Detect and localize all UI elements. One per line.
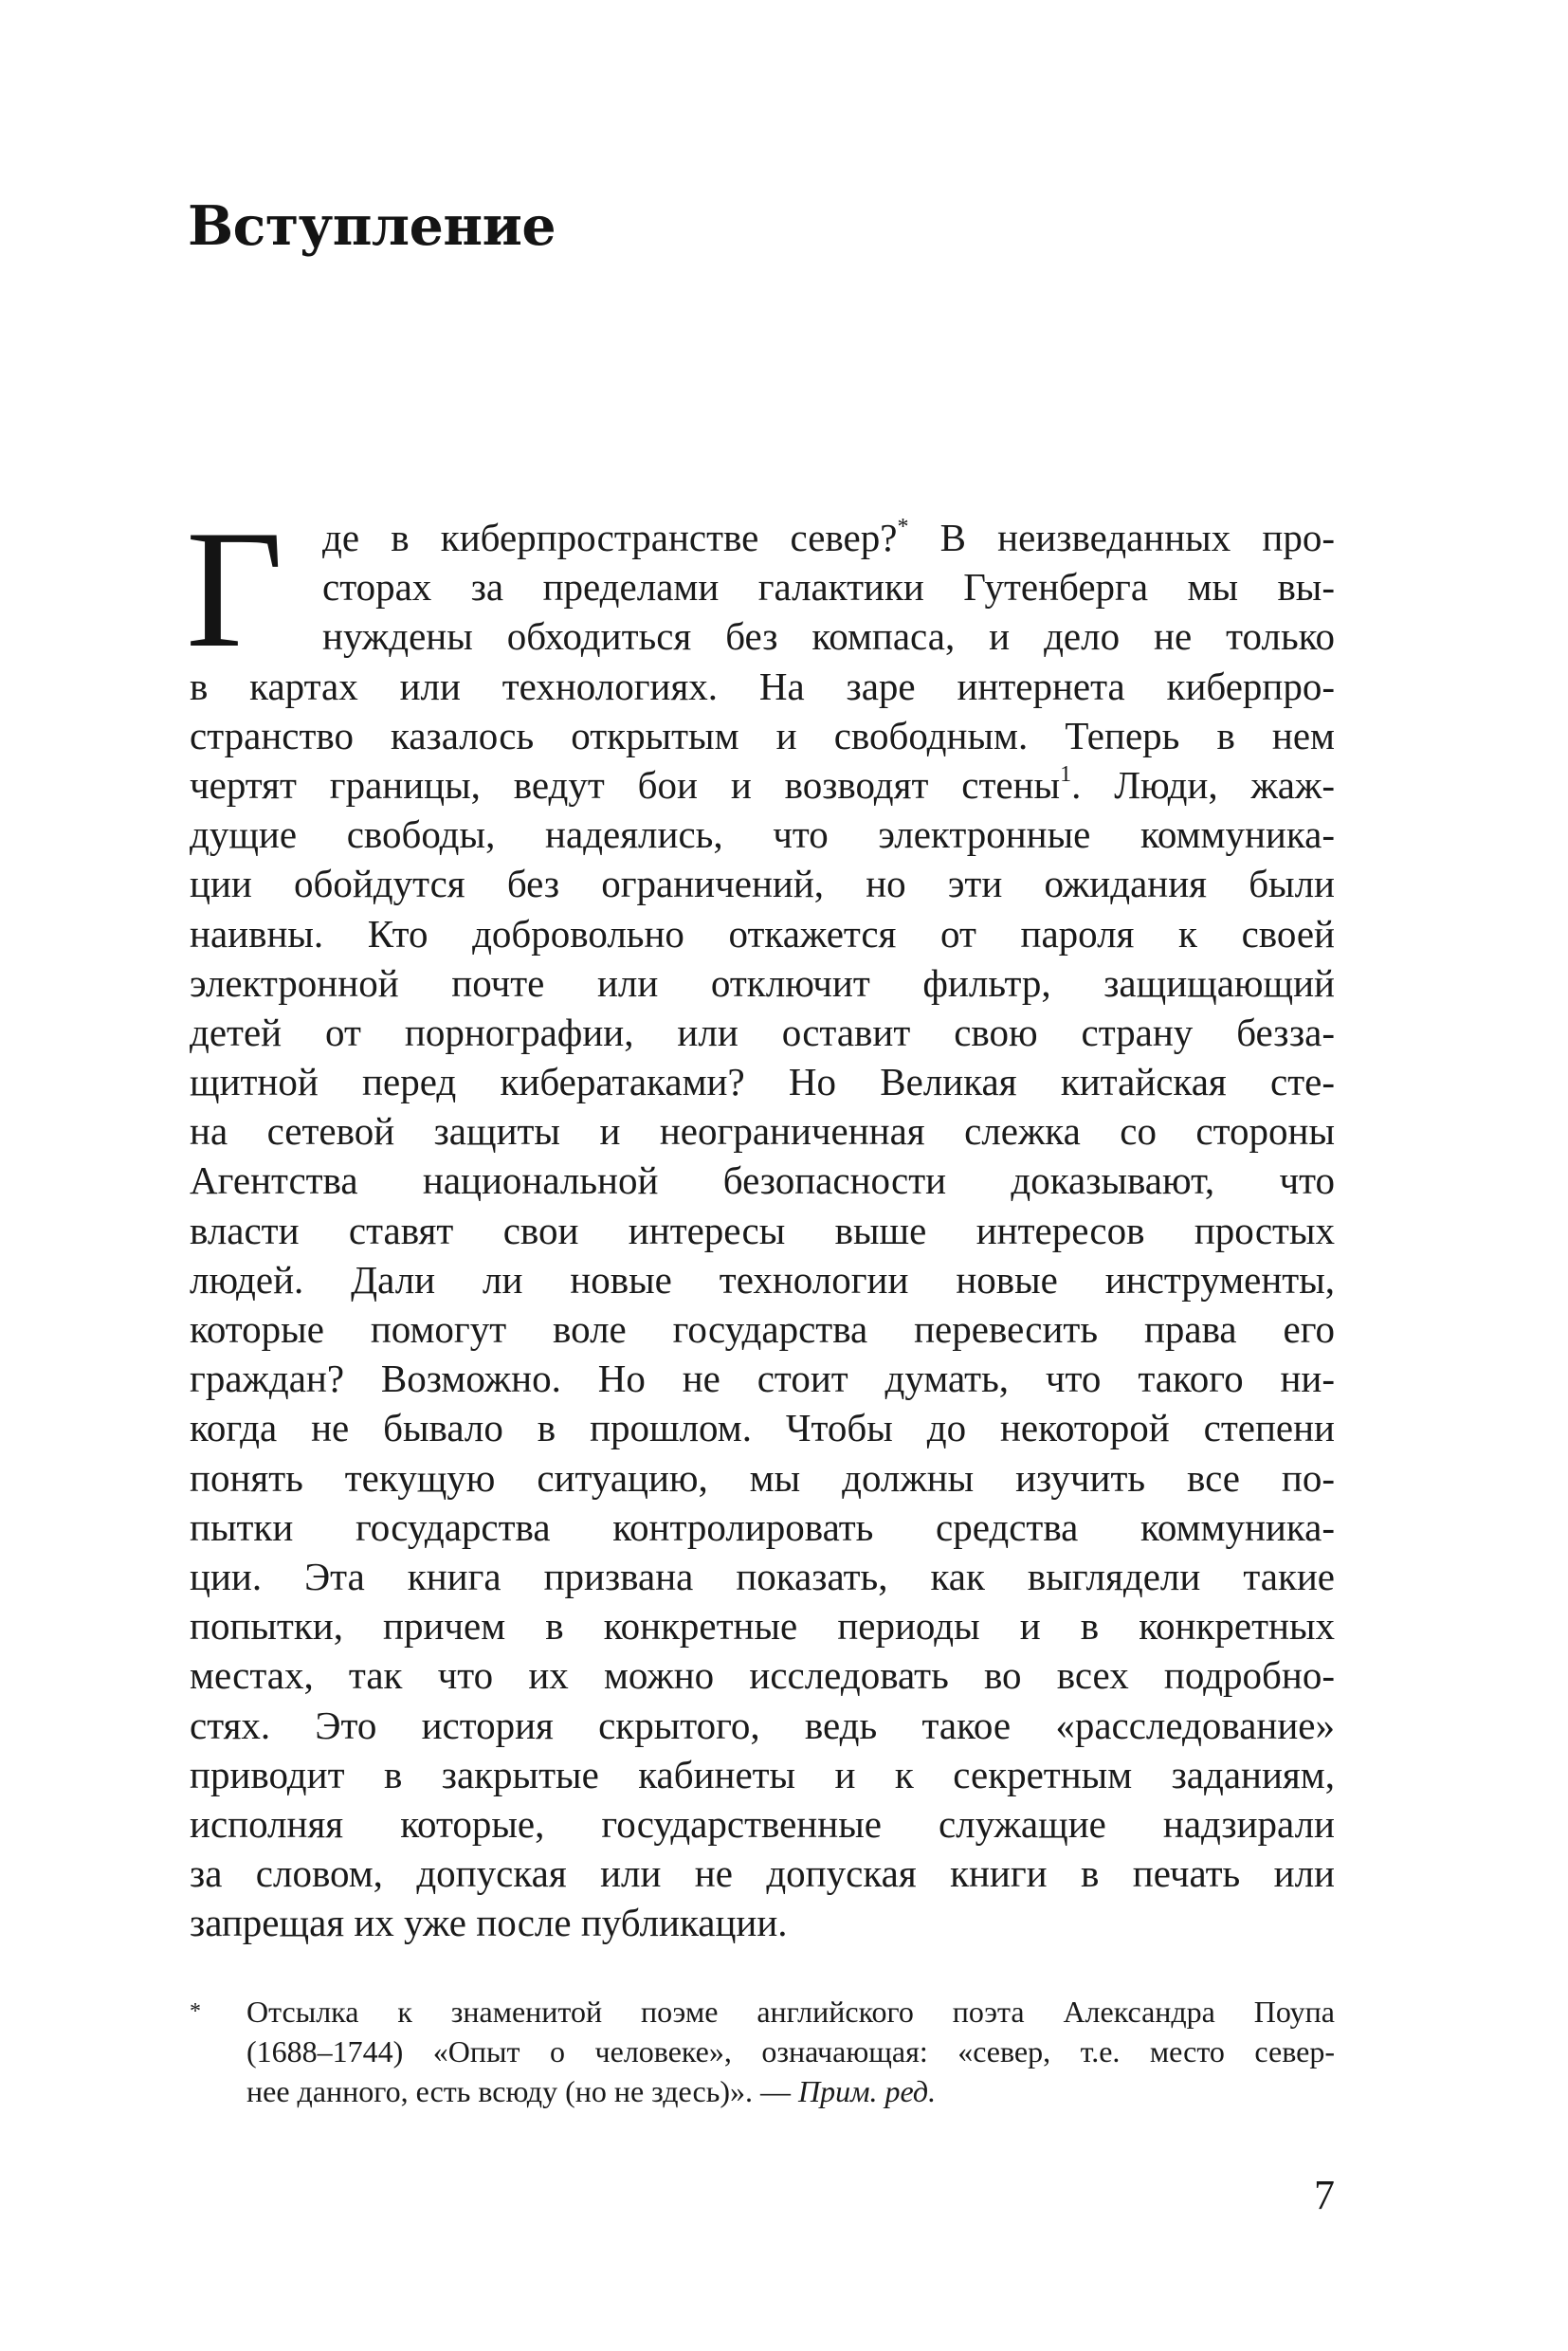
footnote-line: нее данного, есть всюду (но не здесь)». — Прим. ред. [246,2074,937,2108]
text-line: наивны. Кто добровольно откажется от пароля к своей [190,911,1335,956]
endnote-marker[interactable]: 1 [1060,761,1072,787]
text-line: ции. Эта книга призвана показать, как выглядели такие [190,1554,1335,1598]
text-line: щитной перед кибератаками? Но Великая китайская сте- [190,1060,1335,1104]
text-line: де в киберпространстве север?* В неизведанных про- [322,515,1335,559]
text-line: за словом, допуская или не допуская книги в печать или [190,1851,1335,1896]
text-line: граждан? Возможно. Но не стоит думать, что такого ни- [190,1357,1335,1401]
text-line: понять текущую ситуацию, мы должны изучить все по- [190,1455,1335,1500]
text-line: в картах или технологиях. На заре интернета киберпро- [190,664,1335,708]
text-line: когда не бывало в прошлом. Чтобы до некоторой степени [190,1406,1335,1450]
editor-note: Прим. ред. [797,2074,937,2108]
text-line: электронной почте или отключит фильтр, защищающий [190,960,1335,1005]
footnote-line: (1688–1744) «Опыт о человеке», означающая: «север, т.е. место север- [246,2034,1335,2069]
text-line: пытки государства контролировать средства коммуника- [190,1504,1335,1549]
text-line: стях. Это история скрытого, ведь такое «расследование» [190,1703,1335,1747]
page-title: Вступление [188,194,556,258]
body-paragraph [190,513,1335,1947]
text-line: приводит в закрытые кабинеты и к секретным заданиям, [190,1752,1335,1796]
text-line: сторах за пределами галактики Гутенберга мы вы- [322,565,1335,610]
page-number: 7 [1314,2172,1335,2218]
text-line: чертят границы, ведут бои и возводят стены$^1$. Люди, жаж- [190,761,1335,807]
text-line: людей. Дали ли новые технологии новые инструменты, [190,1257,1335,1302]
text-line: власти ставят свои интересы выше интересов простых [190,1208,1335,1252]
footnote-body [246,1992,1335,2111]
text-line: попытки, причем в конкретные периоды и в конкретных [190,1604,1335,1649]
text-line: странство казалось открытым и свободным. Теперь в нем [190,713,1335,757]
text-line: дущие свободы, надеялись, что электронные коммуника- [190,812,1335,857]
footnote-line: Отсылка к знаменитой поэме английского поэта Александра Поупа [246,1995,1335,2029]
text-line: на сетевой защиты и неограниченная слежка со стороны [190,1109,1335,1154]
text-line: запрещая их уже после публикации. [190,1901,788,1945]
footnote-marker[interactable]: * [897,515,909,539]
text-line: исполняя которые, государственные служащие надзирали [190,1801,1335,1846]
text-line: ции обойдутся без ограничений, но эти ожидания были [190,862,1335,906]
footnote [190,1992,1335,2111]
text-line: детей от порнографии, или оставит свою страну безза- [190,1010,1335,1054]
footnote-asterisk: * [190,1999,201,2024]
text-line: Агентства национальной безопасности доказывают, что [190,1158,1335,1203]
text-line: которые помогут воле государства перевесить права его [190,1307,1335,1351]
text-line: местах, так что их можно исследовать во всех подробно- [190,1653,1335,1698]
drop-cap: Г [186,495,283,683]
text-line: нуждены обходиться без компаса, и дело не только [322,614,1335,659]
